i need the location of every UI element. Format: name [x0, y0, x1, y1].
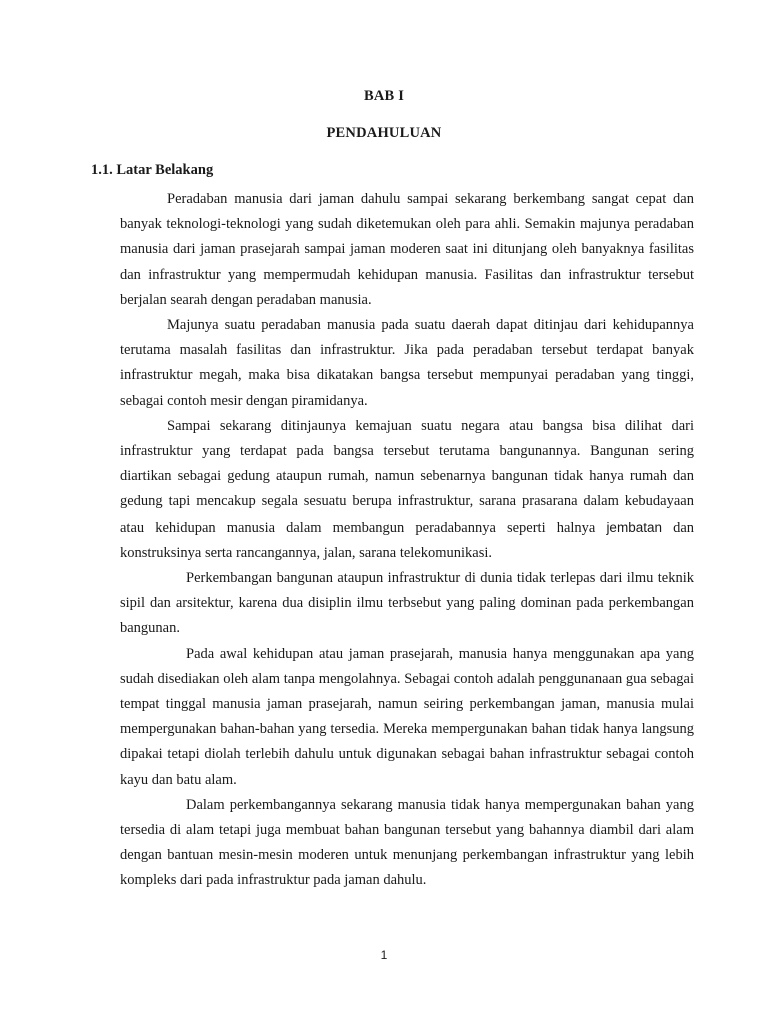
paragraph-4: Perkembangan bangunan ataupun infrastruktur di dunia tidak terlepas dari ilmu teknik sipil dan arsitektur, karena dua disiplin ilmu terbsebut yang paling dominan pada perkembangan bangunan. [120, 570, 694, 637]
paragraph-2: Majunya suatu peradaban manusia pada suatu daerah dapat ditinjau dari kehidupannya terutama masalah fasilitas dan infrastruktur. Jika pada peradaban tersebut terdapat banyak infrastruktur megah, maka bisa dikatakan bangsa tersebut mempunyai peradaban yang tinggi, sebagai contoh mesir dengan piramidanya. [120, 317, 694, 409]
section-heading: 1.1. Latar Belakang [91, 162, 214, 178]
chapter-title: PENDAHULUAN [326, 125, 442, 141]
paragraph-3 [120, 414, 694, 566]
paragraph-3-highlight: jembatan [606, 519, 662, 535]
paragraph-5: Pada awal kehidupan atau jaman prasejarah, manusia hanya menggunakan apa yang sudah disediakan oleh alam tanpa mengolahnya. Sebagai contoh adalah penggunanaan gua sebagai tempat tinggal manusia jaman prasejarah, namun seiring perkembangan jaman, manusia mulai mempergunakan bahan-bahan yang tersedia. Mereka mempergunakan bahan tidak hanya langsung dipakai tetapi diolah terlebih dahulu untuk digunakan sebagai bahan infrastruktur sebagai contoh kayu dan batu alam. [120, 645, 694, 788]
paragraph-1: Peradaban manusia dari jaman dahulu sampai sekarang berkembang sangat cepat dan banyak teknologi-teknologi yang sudah diketemukan oleh para ahli. Semakin majunya peradaban manusia dari jaman prasejarah sampai jaman moderen saat ini ditunjang oleh banyaknya fasilitas dan infrastruktur yang mempermudah kehidupan manusia. Fasilitas dan infrastruktur tersebut berjalan searah dengan peradaban manusia. [120, 191, 694, 308]
page-number: 1 [380, 948, 388, 962]
body-text [120, 187, 694, 894]
paragraph-3-text-a: Sampai sekarang ditinjaunya kemajuan suatu negara atau bangsa bisa dilihat dari infrastruktur yang terdapat pada bangsa tersebut terutama bangunannya. Bangunan sering diartikan sebagai gedung ataupun rumah, namun sebenarnya bangunan tidak hanya rumah dan gedung tapi mencakup segala sesuatu berupa infrastruktur, sarana prasarana dalam kebudayaan atau kehidupan manusia dalam membangun peradabannya seperti halnya [120, 417, 694, 536]
paragraph-3-text-b: dan konstruksinya serta rancangannya, jalan, sarana telekomunikasi. [120, 519, 695, 561]
paragraph-6: Dalam perkembangannya sekarang manusia tidak hanya mempergunakan bahan yang tersedia di alam tetapi juga membuat bahan bangunan tersebut yang bahannya diambil dari alam dengan bantuan mesin-mesin moderen untuk menunjang perkembangan infrastruktur yang lebih kompleks dari pada infrastruktur pada jaman dahulu. [120, 796, 694, 889]
chapter-heading: BAB I [363, 88, 405, 104]
